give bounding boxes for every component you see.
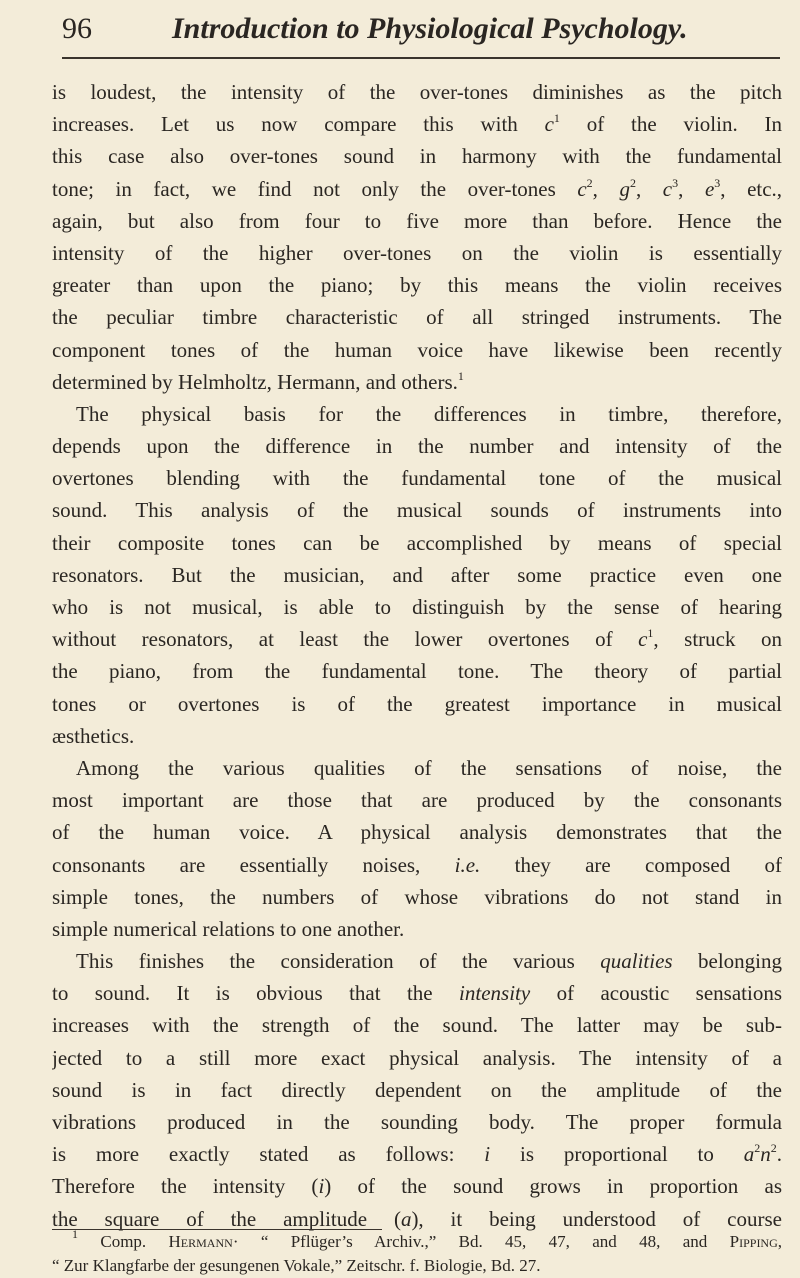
text-line: Therefore the intensity (i) of the sound grows in proportion as (52, 1174, 782, 1199)
text-line: Among the various qualities of the sensations of noise, the (76, 755, 782, 780)
text-line: jected to a still more exact physical analysis. The intensity of a (52, 1045, 782, 1070)
text-line: greater than upon the piano; by this means the violin receives (52, 273, 782, 298)
text-line: tones or overtones is of the greatest importance in musical (52, 691, 782, 716)
text-line: increases with the strength of the sound. The latter may be sub- (52, 1013, 782, 1038)
text-line: The physical basis for the differences in timbre, therefore, (76, 401, 782, 426)
text-line: the peculiar timbre characteristic of all stringed instruments. The (52, 305, 782, 330)
running-title: Introduction to Physiological Psychology. (172, 12, 688, 45)
text-line: this case also over-tones sound in harmony with the fundamental (52, 144, 782, 169)
text-line: overtones blending with the fundamental tone of the musical (52, 466, 782, 491)
text-line: sound is in fact directly dependent on the amplitude of the (52, 1077, 782, 1102)
footnote-ref: 1 (457, 368, 464, 383)
page-header (62, 8, 782, 58)
text-line: the square of the amplitude (a), it being understood of course (52, 1206, 782, 1231)
text-line: depends upon the difference in the number and intensity of the (52, 434, 782, 459)
body-text (52, 76, 782, 1235)
text-line: intensity of the higher over-tones on the violin is essentially (52, 240, 782, 265)
text-line: vibrations produced in the sounding body. The proper formula (52, 1110, 782, 1134)
text-line: is more exactly stated as follows: i is proportional to $a^2n^2$. (52, 1141, 782, 1167)
text-line: who is not musical, is able to distinguish by the sense of hearing (52, 595, 782, 619)
text-line: increases. Let us now compare this with $c^1$ of the violin. In (52, 111, 782, 137)
footnote-marker: 1 (72, 1230, 78, 1241)
text-line: without resonators, at least the lower overtones of $c^1$, struck on (52, 626, 782, 652)
text-line: component tones of the human voice have likewise been recently (52, 337, 782, 362)
page-number: 96 (62, 12, 92, 45)
text-line: again, but also from four to five more than before. Hence the (52, 208, 782, 233)
text-line: the piano, from the fundamental tone. The theory of partial (52, 659, 782, 684)
text-line: æsthetics. (52, 723, 135, 748)
text-line: resonators. But the musician, and after some practice even one (52, 562, 782, 587)
text-line: their composite tones can be accomplished by means of special (52, 530, 782, 555)
text-line: simple numerical relations to one another. (52, 916, 405, 941)
text-line: sound. This analysis of the musical sounds of instruments into (52, 498, 782, 523)
text-line: simple tones, the numbers of whose vibrations do not stand in (52, 884, 782, 909)
text-line: consonants are essentially noises, i.e. they are composed of (52, 852, 782, 877)
text-line: to sound. It is obvious that the intensity of acoustic sensations (52, 981, 782, 1006)
header-rule (62, 57, 780, 59)
text-line: most important are those that are produced by the consonants (52, 788, 782, 813)
footnote (52, 1230, 782, 1278)
text-line: tone; in fact, we find not only the over-tones $c^2$, $g^2$, $c^3$, $e^3$, etc., (52, 175, 782, 201)
text-line: of the human voice. A physical analysis demonstrates that the (52, 820, 782, 845)
text-line: is loudest, the intensity of the over-tones diminishes as the pitch (52, 80, 782, 104)
footnote-line: “ Zur Klangfarbe der gesungenen Vokale,” Zeitschr. f. Biologie, Bd. 27. (52, 1256, 541, 1275)
text-line: determined by Helmholtz, Hermann, and others.$^1$ (52, 368, 464, 394)
footnote-line: $^1$ Comp. Hermann· “ Pflüger’s Archiv.,” Bd. 45, 47, and 48, and Pipping, (52, 1230, 782, 1254)
text-line: This finishes the consideration of the various qualities belonging (76, 949, 782, 974)
